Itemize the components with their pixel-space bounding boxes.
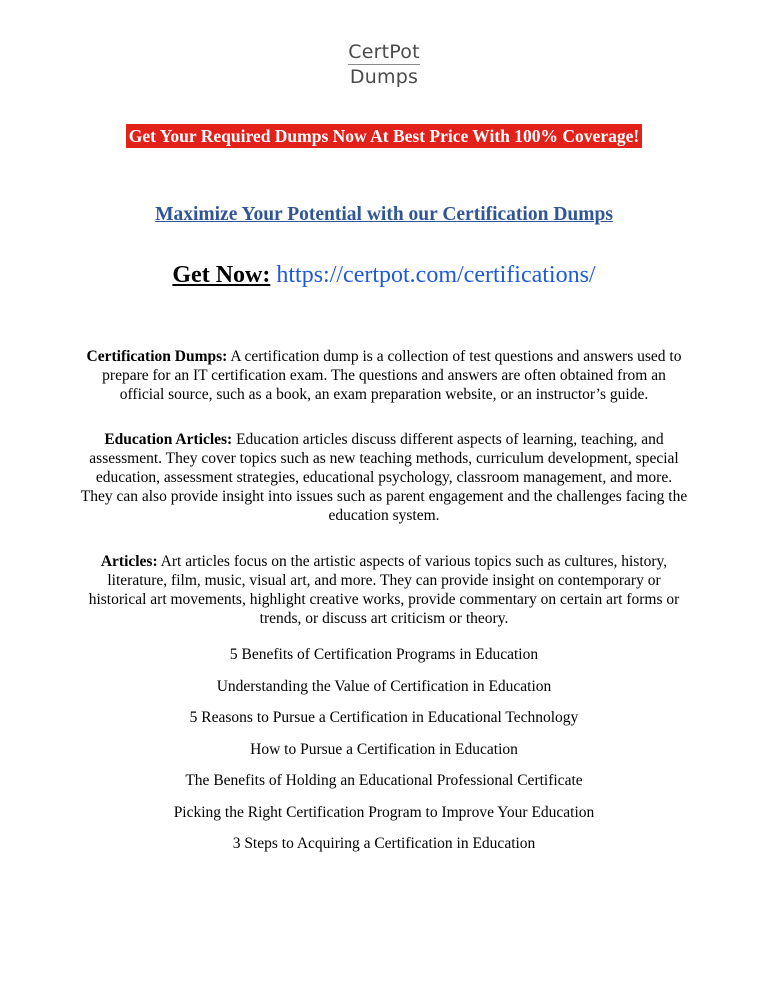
article-link[interactable]: 5 Benefits of Certification Programs in Education [229,646,539,663]
article-link[interactable]: The Benefits of Holding an Educational Professional Certificate [185,772,583,789]
paragraph-text: A certification dump is a collection of test questions and answers used to prepare for an IT certification exam. The questions and answers are often obtained from an official source, such as a book, an exam preparation website, or an instructor’s guide. [102,348,682,403]
article-link[interactable]: 3 Steps to Acquiring a Certification in Education [232,835,536,852]
paragraph-certification-dumps [80,347,688,404]
paragraph-label: Certification Dumps: [86,348,228,365]
certifications-url-link[interactable]: https://certpot.com/certifications/ [276,262,596,288]
article-link[interactable]: How to Pursue a Certification in Education [250,740,518,758]
get-now-line [0,262,768,289]
paragraph-text: Art articles focus on the artistic aspects of various topics such as cultures, history, literature, film, music, visual art, and more. They can provide insight on contemporary or historical art movements, highlight creative works, provide commentary on certain art forms or trends, or discuss art criticism or theory. [88,553,680,627]
certpot-logo[interactable] [0,42,768,87]
logo-line-2: Dumps [349,66,419,88]
promo-banner: Get Your Required Dumps Now At Best Price With 100% Coverage! [126,124,642,148]
headline-link[interactable]: Maximize Your Potential with our Certification Dumps [155,204,613,225]
article-link[interactable]: 5 Reasons to Pursue a Certification in Educational Technology [189,709,579,726]
paragraph-label: Education Articles: [104,431,233,448]
get-now-label: Get Now: [172,262,271,288]
article-links-list [0,646,768,867]
paragraph-education-articles [80,430,688,525]
promo-banner-wrap [0,124,768,148]
paragraph-label: Articles: [100,553,158,570]
article-link[interactable]: Understanding the Value of Certification in Education [216,677,552,695]
paragraph-articles [80,552,688,628]
article-link[interactable]: Picking the Right Certification Program to Improve Your Education [173,803,595,821]
paragraph-text: Education articles discuss different aspects of learning, teaching, and assessment. They cover topics such as new teaching methods, curriculum development, special education, assessment strategies, educational psychology, classroom management, and more. They can also provide insight into issues such as parent engagement and the challenges facing the education system. [80,431,688,524]
logo-line-1: CertPot [348,41,420,63]
